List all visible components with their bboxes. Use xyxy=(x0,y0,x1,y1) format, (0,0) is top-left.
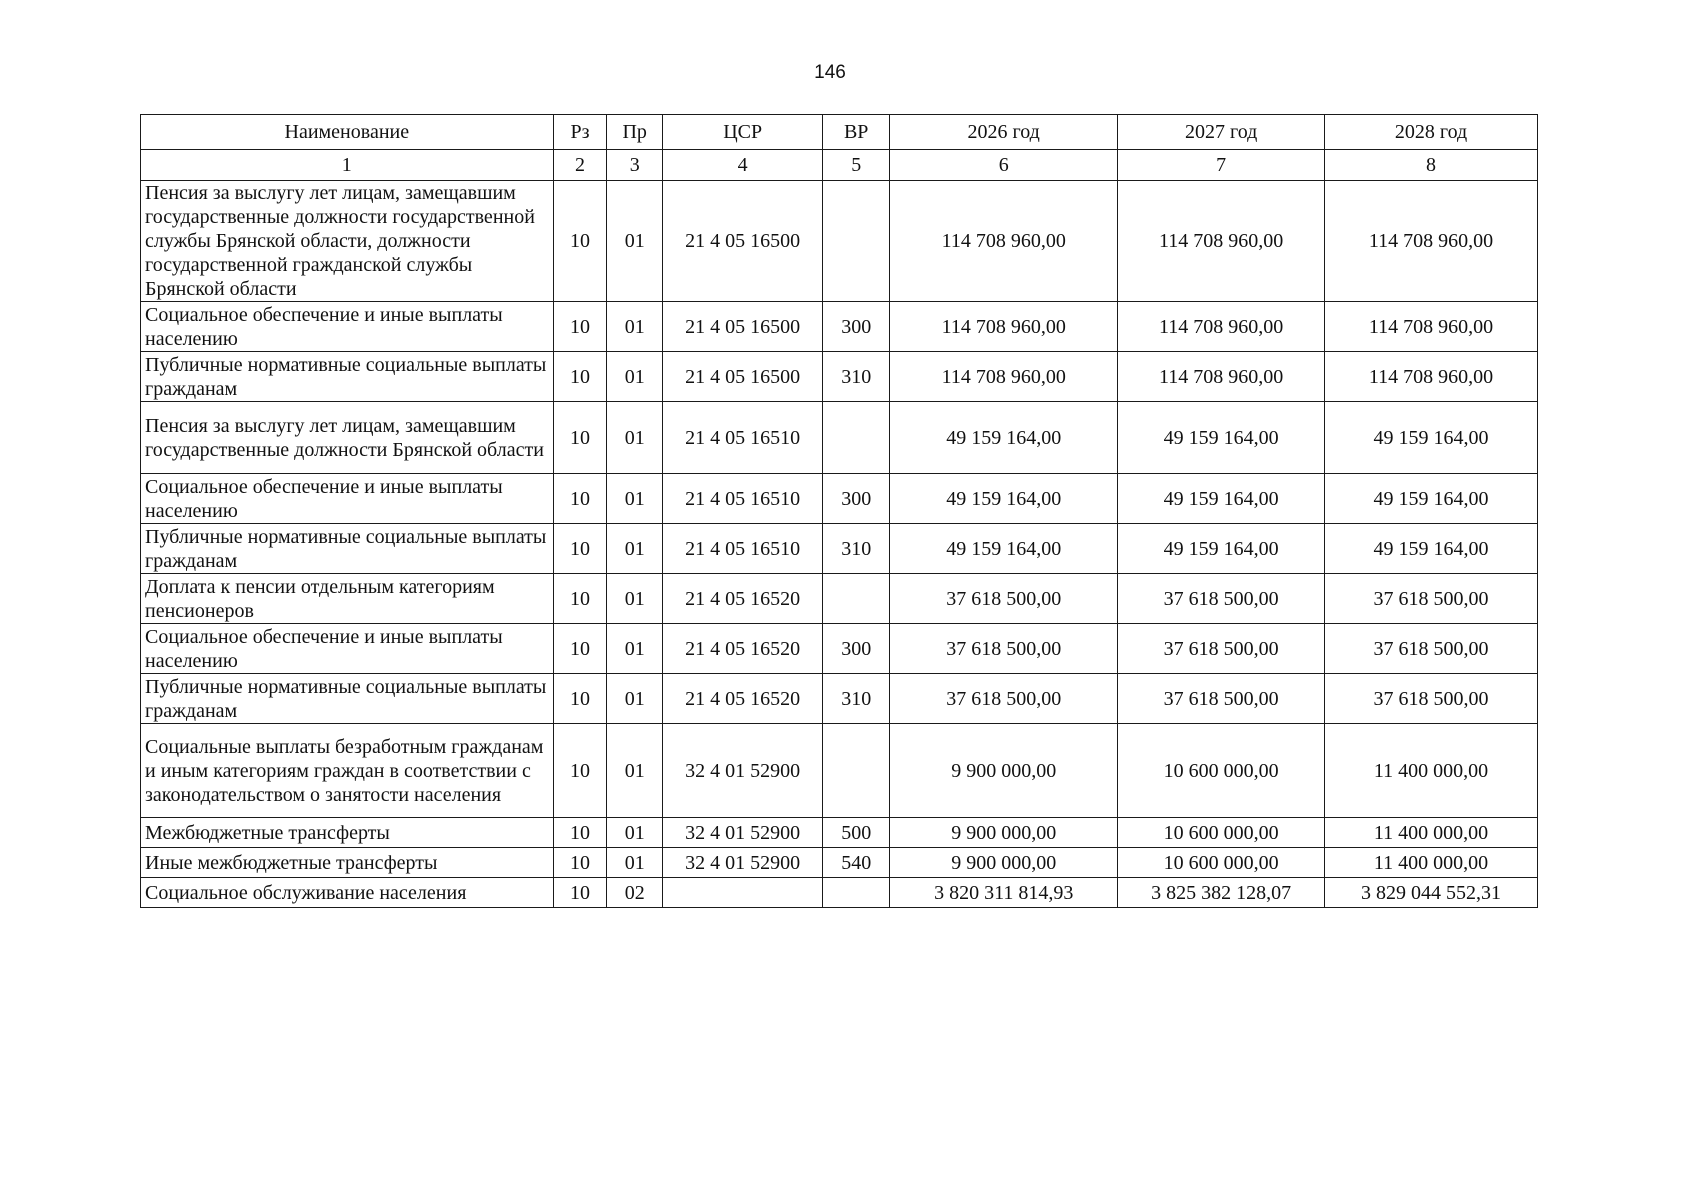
row-name: Межбюджетные трансферты xyxy=(141,818,554,848)
row-rz: 10 xyxy=(553,624,607,674)
row-rz: 10 xyxy=(553,878,607,908)
header-vr: ВР xyxy=(823,115,890,150)
row-amount-2028: 114 708 960,00 xyxy=(1325,302,1538,352)
page-number: 146 xyxy=(814,62,846,83)
row-amount-2026: 37 618 500,00 xyxy=(890,674,1118,724)
row-amount-2028: 37 618 500,00 xyxy=(1325,574,1538,624)
row-amount-2027: 114 708 960,00 xyxy=(1118,302,1325,352)
header-row xyxy=(141,115,1538,150)
table-row xyxy=(141,574,1538,624)
column-number: 2 xyxy=(553,150,607,181)
row-pr: 01 xyxy=(607,624,663,674)
header-pr: Пр xyxy=(607,115,663,150)
row-amount-2027: 10 600 000,00 xyxy=(1118,724,1325,818)
row-vr xyxy=(823,574,890,624)
row-amount-2027: 10 600 000,00 xyxy=(1118,818,1325,848)
row-pr: 01 xyxy=(607,818,663,848)
column-number: 5 xyxy=(823,150,890,181)
header-2028: 2028 год xyxy=(1325,115,1538,150)
row-pr: 01 xyxy=(607,302,663,352)
header-2027: 2027 год xyxy=(1118,115,1325,150)
table-row xyxy=(141,724,1538,818)
row-pr: 01 xyxy=(607,352,663,402)
row-amount-2027: 37 618 500,00 xyxy=(1118,674,1325,724)
table-row xyxy=(141,402,1538,474)
row-vr: 300 xyxy=(823,474,890,524)
row-amount-2027: 3 825 382 128,07 xyxy=(1118,878,1325,908)
row-amount-2026: 49 159 164,00 xyxy=(890,474,1118,524)
table-body xyxy=(141,181,1538,908)
row-amount-2027: 114 708 960,00 xyxy=(1118,352,1325,402)
row-csr: 21 4 05 16510 xyxy=(663,474,823,524)
row-amount-2026: 9 900 000,00 xyxy=(890,848,1118,878)
row-name: Пенсия за выслугу лет лицам, замещавшим государственные должности государственной службы Брянской области, должности государственной гражданской службы Брянской области xyxy=(141,181,554,302)
row-amount-2026: 9 900 000,00 xyxy=(890,724,1118,818)
column-number: 3 xyxy=(607,150,663,181)
row-rz: 10 xyxy=(553,674,607,724)
header-rz: Рз xyxy=(553,115,607,150)
row-vr: 300 xyxy=(823,624,890,674)
row-rz: 10 xyxy=(553,574,607,624)
table-row xyxy=(141,474,1538,524)
row-name: Доплата к пенсии отдельным категориям пенсионеров xyxy=(141,574,554,624)
table-row xyxy=(141,878,1538,908)
row-vr: 540 xyxy=(823,848,890,878)
row-amount-2027: 114 708 960,00 xyxy=(1118,181,1325,302)
row-csr: 21 4 05 16500 xyxy=(663,181,823,302)
row-amount-2027: 37 618 500,00 xyxy=(1118,624,1325,674)
row-amount-2028: 3 829 044 552,31 xyxy=(1325,878,1538,908)
row-vr xyxy=(823,181,890,302)
row-vr xyxy=(823,878,890,908)
row-rz: 10 xyxy=(553,724,607,818)
row-amount-2026: 114 708 960,00 xyxy=(890,181,1118,302)
row-vr: 310 xyxy=(823,674,890,724)
row-amount-2026: 49 159 164,00 xyxy=(890,402,1118,474)
row-vr: 310 xyxy=(823,352,890,402)
row-vr: 300 xyxy=(823,302,890,352)
row-amount-2028: 11 400 000,00 xyxy=(1325,848,1538,878)
row-rz: 10 xyxy=(553,474,607,524)
row-csr: 32 4 01 52900 xyxy=(663,818,823,848)
header-name: Наименование xyxy=(141,115,554,150)
row-amount-2026: 9 900 000,00 xyxy=(890,818,1118,848)
row-name: Пенсия за выслугу лет лицам, замещавшим государственные должности Брянской области xyxy=(141,402,554,474)
row-rz: 10 xyxy=(553,524,607,574)
row-amount-2026: 3 820 311 814,93 xyxy=(890,878,1118,908)
column-number: 4 xyxy=(663,150,823,181)
row-rz: 10 xyxy=(553,402,607,474)
budget-table xyxy=(140,114,1538,908)
row-amount-2027: 49 159 164,00 xyxy=(1118,474,1325,524)
row-csr: 32 4 01 52900 xyxy=(663,848,823,878)
row-pr: 01 xyxy=(607,848,663,878)
row-name: Публичные нормативные социальные выплаты гражданам xyxy=(141,674,554,724)
row-amount-2026: 114 708 960,00 xyxy=(890,352,1118,402)
row-csr: 32 4 01 52900 xyxy=(663,724,823,818)
row-vr: 310 xyxy=(823,524,890,574)
row-rz: 10 xyxy=(553,818,607,848)
row-name: Социальное обеспечение и иные выплаты населению xyxy=(141,474,554,524)
column-number: 7 xyxy=(1118,150,1325,181)
row-rz: 10 xyxy=(553,181,607,302)
row-amount-2028: 37 618 500,00 xyxy=(1325,674,1538,724)
row-vr: 500 xyxy=(823,818,890,848)
row-rz: 10 xyxy=(553,848,607,878)
row-pr: 02 xyxy=(607,878,663,908)
row-pr: 01 xyxy=(607,724,663,818)
table-row xyxy=(141,624,1538,674)
row-csr xyxy=(663,878,823,908)
row-rz: 10 xyxy=(553,352,607,402)
row-vr xyxy=(823,724,890,818)
row-amount-2028: 11 400 000,00 xyxy=(1325,818,1538,848)
table-row xyxy=(141,302,1538,352)
row-amount-2026: 37 618 500,00 xyxy=(890,574,1118,624)
row-amount-2027: 49 159 164,00 xyxy=(1118,524,1325,574)
row-csr: 21 4 05 16500 xyxy=(663,302,823,352)
row-pr: 01 xyxy=(607,674,663,724)
row-amount-2026: 49 159 164,00 xyxy=(890,524,1118,574)
row-pr: 01 xyxy=(607,574,663,624)
column-number: 8 xyxy=(1325,150,1538,181)
row-amount-2027: 49 159 164,00 xyxy=(1118,402,1325,474)
table-row xyxy=(141,181,1538,302)
row-amount-2028: 114 708 960,00 xyxy=(1325,352,1538,402)
row-pr: 01 xyxy=(607,524,663,574)
row-amount-2027: 10 600 000,00 xyxy=(1118,848,1325,878)
row-csr: 21 4 05 16520 xyxy=(663,674,823,724)
row-amount-2028: 37 618 500,00 xyxy=(1325,624,1538,674)
table-row xyxy=(141,524,1538,574)
row-name: Публичные нормативные социальные выплаты гражданам xyxy=(141,524,554,574)
header-csr: ЦСР xyxy=(663,115,823,150)
row-name: Публичные нормативные социальные выплаты гражданам xyxy=(141,352,554,402)
row-amount-2027: 37 618 500,00 xyxy=(1118,574,1325,624)
row-csr: 21 4 05 16520 xyxy=(663,574,823,624)
row-amount-2026: 114 708 960,00 xyxy=(890,302,1118,352)
row-name: Социальное обеспечение и иные выплаты населению xyxy=(141,624,554,674)
row-csr: 21 4 05 16500 xyxy=(663,352,823,402)
row-amount-2028: 49 159 164,00 xyxy=(1325,524,1538,574)
table-row xyxy=(141,674,1538,724)
row-rz: 10 xyxy=(553,302,607,352)
row-csr: 21 4 05 16510 xyxy=(663,402,823,474)
table-row xyxy=(141,352,1538,402)
column-number-row xyxy=(141,150,1538,181)
row-amount-2028: 114 708 960,00 xyxy=(1325,181,1538,302)
row-vr xyxy=(823,402,890,474)
row-name: Социальное обслуживание населения xyxy=(141,878,554,908)
row-pr: 01 xyxy=(607,181,663,302)
row-pr: 01 xyxy=(607,474,663,524)
table-row xyxy=(141,848,1538,878)
row-amount-2026: 37 618 500,00 xyxy=(890,624,1118,674)
row-name: Иные межбюджетные трансферты xyxy=(141,848,554,878)
row-amount-2028: 49 159 164,00 xyxy=(1325,402,1538,474)
table-row xyxy=(141,818,1538,848)
row-amount-2028: 49 159 164,00 xyxy=(1325,474,1538,524)
column-number: 1 xyxy=(141,150,554,181)
header-2026: 2026 год xyxy=(890,115,1118,150)
row-name: Социальное обеспечение и иные выплаты населению xyxy=(141,302,554,352)
row-csr: 21 4 05 16510 xyxy=(663,524,823,574)
column-number: 6 xyxy=(890,150,1118,181)
row-amount-2028: 11 400 000,00 xyxy=(1325,724,1538,818)
row-name: Социальные выплаты безработным гражданам и иным категориям граждан в соответствии с законодательством о занятости населения xyxy=(141,724,554,818)
row-pr: 01 xyxy=(607,402,663,474)
row-csr: 21 4 05 16520 xyxy=(663,624,823,674)
